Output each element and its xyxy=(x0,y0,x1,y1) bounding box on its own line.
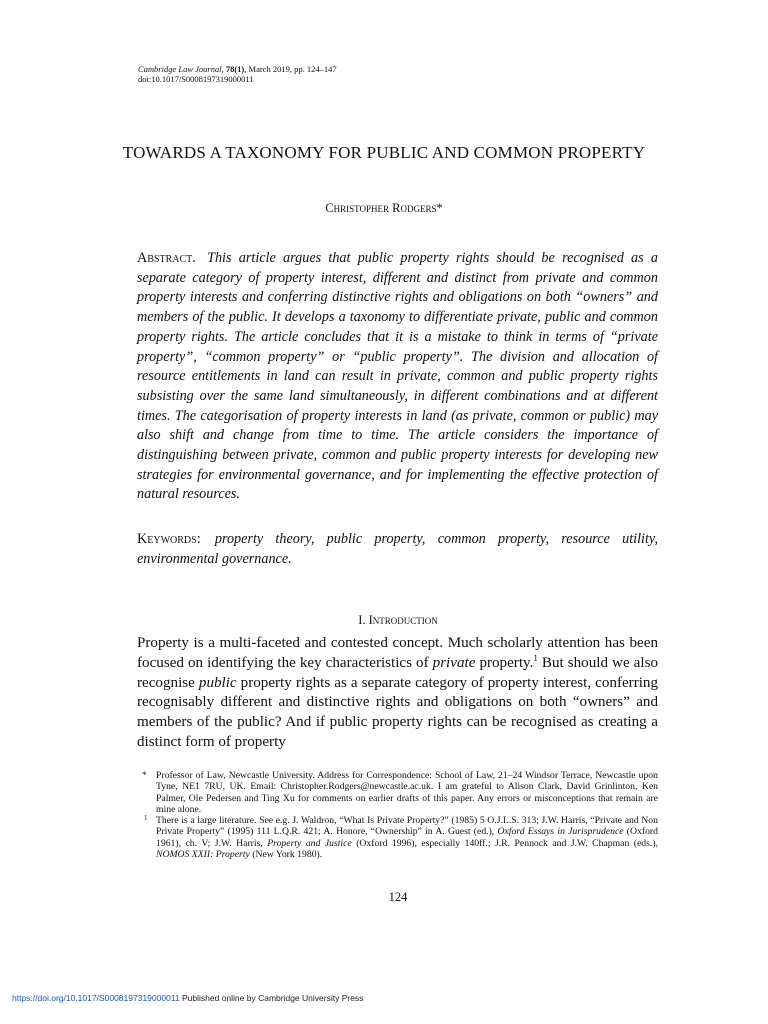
footnote-text: (Oxford 1961), ch. V; J.W. Harris, xyxy=(156,826,658,849)
footnote-1 xyxy=(137,815,658,860)
article-title: TOWARDS A TAXONOMY FOR PUBLIC AND COMMON PROPERTY xyxy=(122,143,646,162)
abstract xyxy=(137,249,658,505)
author-name: Christopher Rodgers* xyxy=(325,201,443,215)
journal-date-pages: , March 2019, pp. 124–147 xyxy=(244,64,337,74)
body-emphasis: private xyxy=(432,654,476,671)
footnote-text: (Oxford 1996), especially 140ff.; J.R. Pennock and J.W. Chapman (eds.), xyxy=(351,837,658,849)
footnote-mark: * xyxy=(142,770,147,781)
journal-name: Cambridge Law Journal xyxy=(138,64,222,74)
doi-link[interactable]: https://doi.org/10.1017/S0008197319000011 xyxy=(12,993,180,1003)
journal-citation xyxy=(138,64,337,84)
body-emphasis: public xyxy=(198,674,237,691)
body-text-segment: But should we also recognise xyxy=(137,654,658,691)
keywords-label: Keywords: xyxy=(137,531,201,547)
body-text-segment: Property is a multi-faceted and contested concept. Much scholarly attention has been focused on identifying the key characteristics of xyxy=(137,635,658,671)
page-number: 124 xyxy=(388,890,408,904)
footnote-italic: Property and Justice xyxy=(267,837,352,849)
section-heading: I. Introduction xyxy=(358,613,438,627)
footnote-italic: NOMOS XXII: Property xyxy=(156,849,250,861)
body-text-segment: property rights as a separate category of property interest, conferring recognisably different and distinctive rights and obligations on both “owners” and members of the public? And if public property rights can be recognised as creating a distinct form of property xyxy=(137,674,659,750)
footnotes xyxy=(137,770,658,860)
journal-doi: doi:10.1017/S0008197319000011 xyxy=(138,74,254,84)
footnote-mark: 1 xyxy=(144,814,148,823)
journal-line: Cambridge Law Journal, 78(1), March 2019, pp. 124–147 xyxy=(138,64,337,74)
footnote-ref[interactable]: 1 xyxy=(533,652,538,663)
body-paragraph xyxy=(137,634,658,753)
published-online-text: Published online by Cambridge University Press xyxy=(179,993,364,1003)
journal-volume: 78(1) xyxy=(225,64,245,74)
footnote-text: Professor of Law, Newcastle University. Address for Correspondence: School of Law, 21–24 Windsor Terrace, Newcastle upon Tyne, NE1 7RU, UK. Email: Christopher.Rodgers@newcastle.ac.uk. I am grateful to Alison Clark, David Grinlinton, Ken Palmer, Ole Pedersen and Ting Xu for comments on earlier drafts of this paper. Any errors or misconceptions that remain are mine alone. xyxy=(156,770,658,815)
keywords-text: property theory, public property, common property, resource utility, environmental governance. xyxy=(137,531,658,567)
keywords xyxy=(137,530,658,569)
footnote-text: There is a large literature. See e.g. J. Waldron, “What Is Private Property?” (1985) 5 O.J.L.S. 313; J.W. Harris, “Private and Non Private Property” (1995) 111 L.Q.R. 421; A. Honore, “Ownership” in A. Guest (ed.), xyxy=(156,815,658,838)
footnote-star xyxy=(137,770,658,815)
abstract-text: This article argues that public property rights should be recognised as a separate category of property interest, different and distinct from private and common property interests and conferring distinctive rights and obligations on both “owners” and members of the public. It develops a taxonomy to differentiate private, public and common property rights. The article concludes that it is a mistake to think in terms of “private property”, “common property” or “public property”. The division and allocation of resource entitlements in land can result in private, common and public property rights subsisting over the same land simultaneously, in different combinations and at different times. The categorisation of property interests in land (as private, common or public) may also shift and change from time to time. The article considers the importance of distinguishing between private, common and public property interests for developing new strategies for environmental governance, and for implementing the effective protection of natural resources. xyxy=(137,250,658,503)
footnote-text: (New York 1980). xyxy=(249,849,323,861)
body-text-segment: property. xyxy=(475,654,534,671)
abstract-label: Abstract. xyxy=(137,250,196,266)
footnote-italic: Oxford Essays in Jurisprudence xyxy=(497,826,624,838)
publication-footer xyxy=(12,993,363,1003)
